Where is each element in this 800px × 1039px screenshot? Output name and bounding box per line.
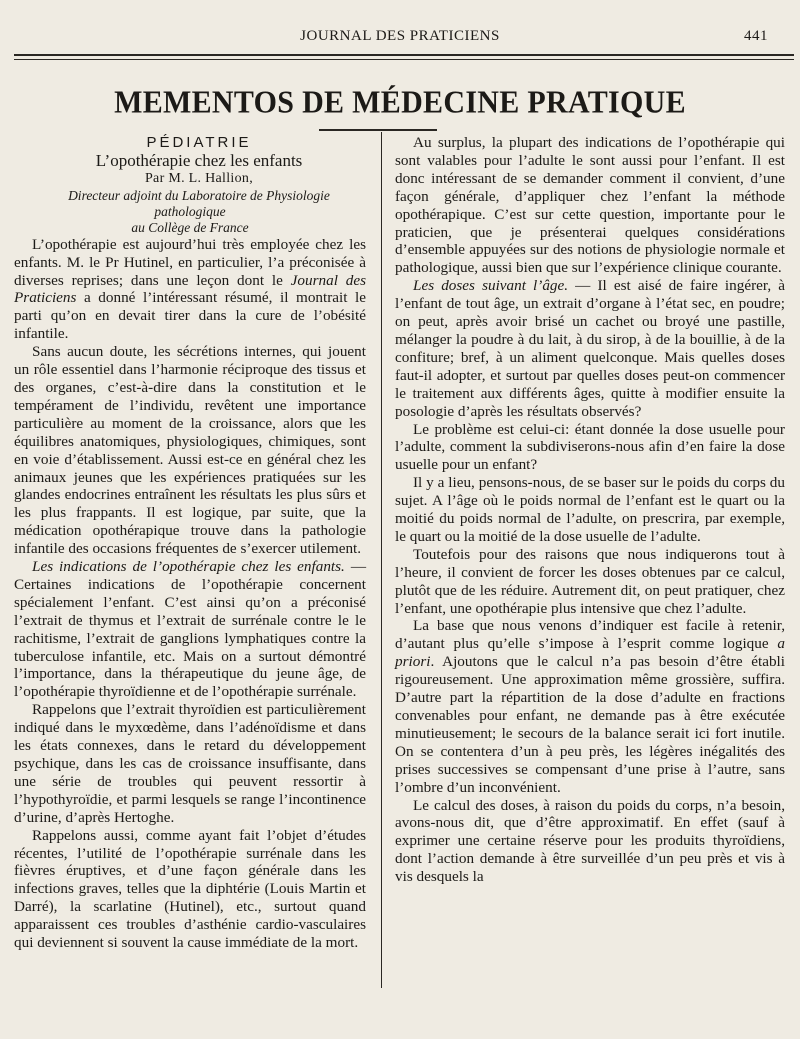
paragraph-text: L’opothérapie est aujourd’hui très employée chez les enfants. M. le Pr Hutinel, en particulier, l’a préconisée à diverses reprises; dans une leçon dont le (14, 235, 366, 289)
paragraph (395, 617, 785, 796)
paragraph-heading: Les indications de l’opothérapie chez les enfants. (32, 558, 345, 576)
paragraph-text: . Ajoutons que le calcul n’a pas besoin d’être établi rigoureusement. Une approximation même grossière, suffira. D’autre part la répartition de la dose d’adulte en fractions convenables pour enfant, ne demande pas à être exécutée minutieusement; le secours de la balance serait ici fort inutile. On se contentera d’un à peu près, les légères inégalités des prises successives se compensant d’une prise à l’autre, sans l’ombre d’un inconvénient. (395, 653, 785, 796)
title-rule (319, 129, 437, 131)
affiliation-line-2: au Collège de France (131, 219, 249, 235)
affiliation-line-1: Directeur adjoint du Laboratoire de Physiologie pathologique (68, 187, 330, 219)
author-affiliation (14, 188, 366, 236)
article-title: L’opothérapie chez les enfants (95, 150, 303, 170)
column-divider (381, 132, 382, 988)
paragraph: Le problème est celui-ci: étant donnée la dose usuelle pour l’adulte, comment la subdiviserons-nous afin d’en faire la dose usuelle pour un enfant? (395, 420, 785, 474)
paragraph: Rappelons que l’extrait thyroïdien est particulièrement indiqué dans le myxœdème, dans l’adénoïdisme et dans les états connexes, dans le retard du développement psychique, dans les cas de croissance insuffisante, dans une série de troubles qui peuvent ressortir à l’hypothyroïdie, et parmi lesquels se range l’incontinence d’urine, d’après Hertoghe. (14, 701, 366, 826)
paragraph (14, 236, 366, 343)
paragraph-text: La base que nous venons d’indiquer est facile à retenir, d’autant plus qu’elle s’impose à l’esprit comme logique (395, 617, 785, 653)
paragraph: Toutefois pour des raisons que nous indiquerons tout à l’heure, il convient de forcer les doses obtenues par ce calcul, plutôt que de les réduire. Autrement dit, on peut pratiquer, chez l’enfant, une opothérapie plus intensive que chez l’adulte. (395, 545, 785, 617)
left-column (14, 134, 366, 952)
journal-name: Journal des Praticiens (14, 271, 366, 307)
paragraph-text: a donné l’intéressant résumé, il montrait le parti qu’on en devait tirer dans la cure de l’obésité infantile. (14, 289, 366, 343)
paragraph: Il y a lieu, pensons-nous, de se baser sur le poids du corps du sujet. A l’âge où le poids normal de l’enfant est le quart ou la moitié du poids normal de l’adulte, on prescrira, par exemple, le quart ou la moitié de la dose usuelle de l’adulte. (395, 474, 785, 545)
paragraph-heading: Les doses suivant l’âge. (413, 277, 569, 295)
paragraph (395, 277, 785, 420)
paragraph: Le calcul des doses, à raison du poids du corps, n’a besoin, avons-nous dit, que d’être approximatif. En effet (sauf à exprimer une certaine réserve pour les produits thyroïdiens, dont l’action demande à être surveillée d’un peu près et vis à vis desquels la (395, 796, 785, 886)
byline: Par M. L. Hallion, (144, 170, 254, 186)
paragraph-text: — Certaines indications de l’opothérapie concernent spécialement l’enfant. C’est ainsi qu’on a préconisé l’extrait de thymus et l’extrait de surrénale contre le le rachitisme, l’extrait de ganglions lymphatiques contre la tuberculose infantile, etc. Mais on a surtout démontré l’importance, dans la thérapeutique du jeune âge, de l’opothérapie thyroïdienne et de l’opothérapie surrénale. (14, 558, 366, 701)
header-rule-thick (14, 54, 794, 56)
paragraph: Rappelons aussi, comme ayant fait l’objet d’études récentes, l’utilité de l’opothérapie surrénale dans les fièvres éruptives, et d’une façon générale dans les infections graves, telles que la diphtérie (Louis Martin et Darré), la scarlatine (Hutinel), etc., surtout quand apparaissent ces troubles d’asthénie cardio-vasculaires qui deviennent si souvent la cause immédiate de la mort. (14, 826, 366, 952)
subsection-title: PÉDIATRIE (146, 134, 252, 151)
page-number: 441 (744, 28, 768, 44)
paragraph: Sans aucun doute, les sécrétions internes, qui jouent un rôle essentiel dans l’harmonie réciproque des tissus et des organes, c’est-à-dire dans la constitution et le tempérament de l’individu, revêtent une importance particulière au moment de la croissance, alors que les équilibres anatomiques, physiologiques, chimiques, sont en voie d’établissement. Aussi est-ce en général chez les animaux jeunes que les expériences pratiquées sur les glandes endocrines entraînent les résultats les plus sûrs et les plus frappants. Il est logique, par suite, que la médication opothérapique trouve dans la pathologie infantile des occasions fréquentes de s’exercer utilement. (14, 343, 366, 558)
right-column (395, 134, 785, 886)
section-title: MEMENTOS DE MÉDECINE PRATIQUE (114, 84, 686, 120)
running-title: JOURNAL DES PRATICIENS (300, 28, 500, 44)
paragraph (14, 558, 366, 701)
latin-term: a priori (395, 635, 785, 671)
running-head (14, 28, 786, 50)
paragraph-text: — Il est aisé de faire ingérer, à l’enfant de tout âge, un extrait d’organe à l’état sec, en poudre; on peut, après avoir brisé un cachet ou broyé une pastille, mélanger la poudre à du lait, à du sirop, à de la bouillie, à de la confiture; bref, à un aliment quelconque. Mais quelles doses faut-il adopter, et surtout par quelles doses peut-on commencer le traitement aux différents âges, quitte à modifier ensuite la posologie d’après les résultats observés? (395, 277, 785, 420)
paragraph: Au surplus, la plupart des indications de l’opothérapie qui sont valables pour l’adulte le sont aussi pour l’enfant. Il est donc intéressant de se demander comment il convient, d’une façon générale, d’appliquer chez l’enfant la méthode opothérapique. C’est sur cette question, importante pour le praticien, que je présenterai quelques considérations d’ensemble appuyées sur des notions de physiologie normale et pathologique, aussi bien que sur l’expérience clinique courante. (395, 134, 785, 277)
header-rule-thin (14, 59, 794, 60)
